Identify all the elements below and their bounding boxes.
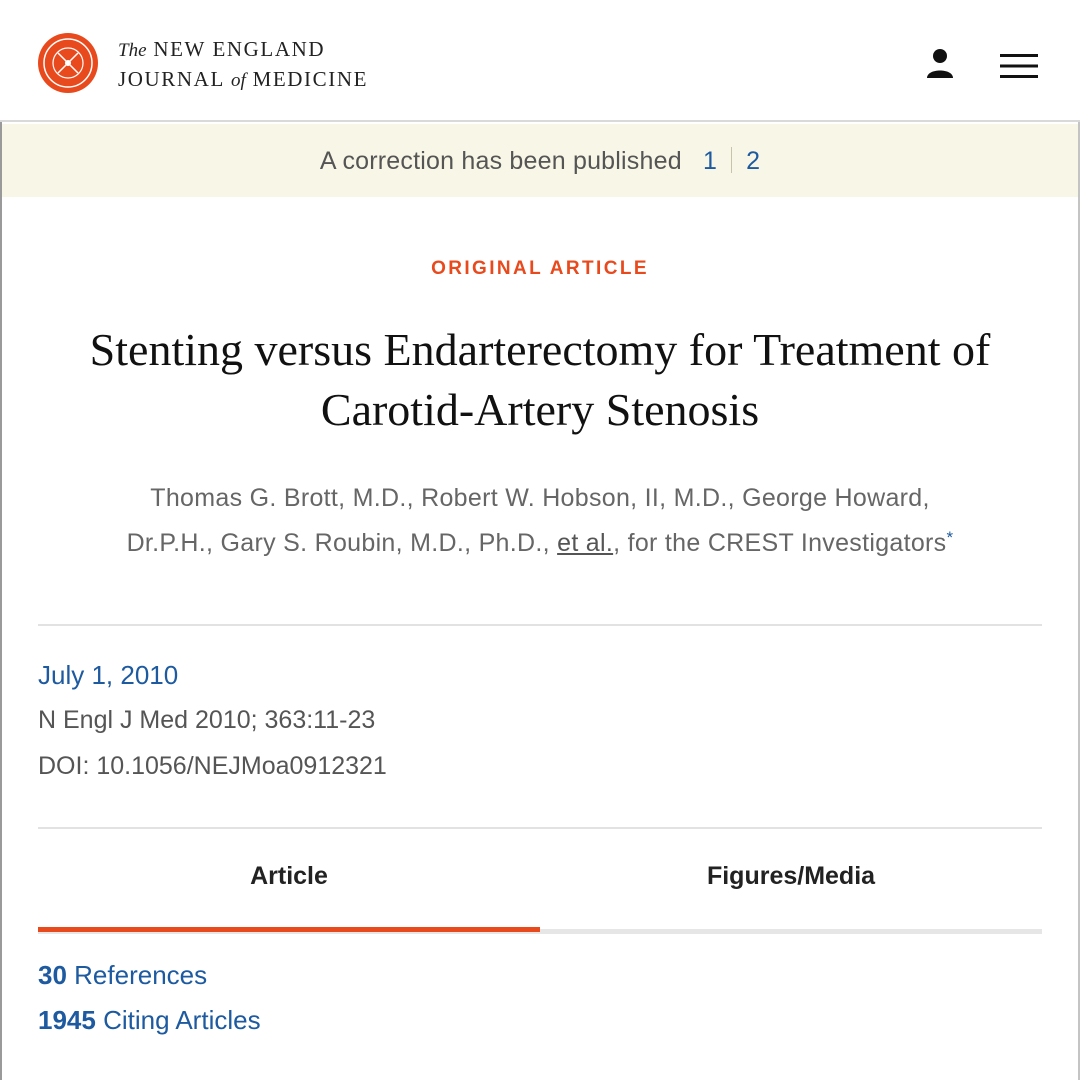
correction-link-1[interactable]: 1 [702, 147, 718, 175]
brand-line-2b: MEDICINE [252, 67, 369, 91]
author-list [70, 476, 1010, 566]
references-count: 30 [38, 960, 67, 990]
citing-articles-link[interactable] [38, 1005, 261, 1036]
article-title: Stenting versus Endarterectomy for Treatment of Carotid-Artery Stenosis [89, 324, 991, 435]
authors-line-1: Thomas G. Brott, M.D., Robert W. Hobson, II, M.D., George Howard, [150, 484, 930, 512]
doi: DOI: 10.1056/NEJMoa0912321 [38, 752, 387, 780]
authors-line-2b: , for the CREST Investigators [613, 529, 947, 557]
references-link[interactable] [38, 960, 207, 991]
divider [38, 624, 1042, 626]
brand-line-1: NEW ENGLAND [153, 37, 326, 61]
correction-divider [731, 147, 732, 173]
correction-link-2[interactable]: 2 [746, 147, 761, 175]
brand-prefix: The [118, 40, 147, 61]
references-label: References [74, 960, 208, 990]
tab-active-indicator [38, 927, 540, 932]
tab-article[interactable]: Article [250, 862, 328, 890]
tab-figures-media[interactable]: Figures/Media [706, 862, 876, 890]
menu-icon[interactable] [1000, 52, 1038, 80]
citing-label: Citing Articles [103, 1005, 261, 1035]
correction-banner [2, 124, 1078, 197]
footnote-marker[interactable]: * [946, 528, 954, 547]
brand-line-2a: JOURNAL [118, 67, 225, 91]
journal-wordmark[interactable] [118, 37, 368, 93]
site-header [0, 0, 1080, 122]
nejm-seal-logo[interactable] [36, 31, 100, 95]
brand-of: of [230, 70, 246, 91]
divider [38, 827, 1042, 829]
authors-line-2a: Dr.P.H., Gary S. Roubin, M.D., Ph.D., [126, 529, 550, 557]
article-type-label: ORIGINAL ARTICLE [431, 258, 649, 279]
user-icon[interactable] [922, 46, 958, 82]
journal-citation: N Engl J Med 2010; 363:11-23 [38, 706, 376, 734]
correction-text: A correction has been published [319, 147, 682, 175]
publication-date[interactable]: July 1, 2010 [38, 660, 179, 690]
citing-count: 1945 [38, 1005, 96, 1035]
et-al-link[interactable]: et al. [557, 529, 614, 557]
